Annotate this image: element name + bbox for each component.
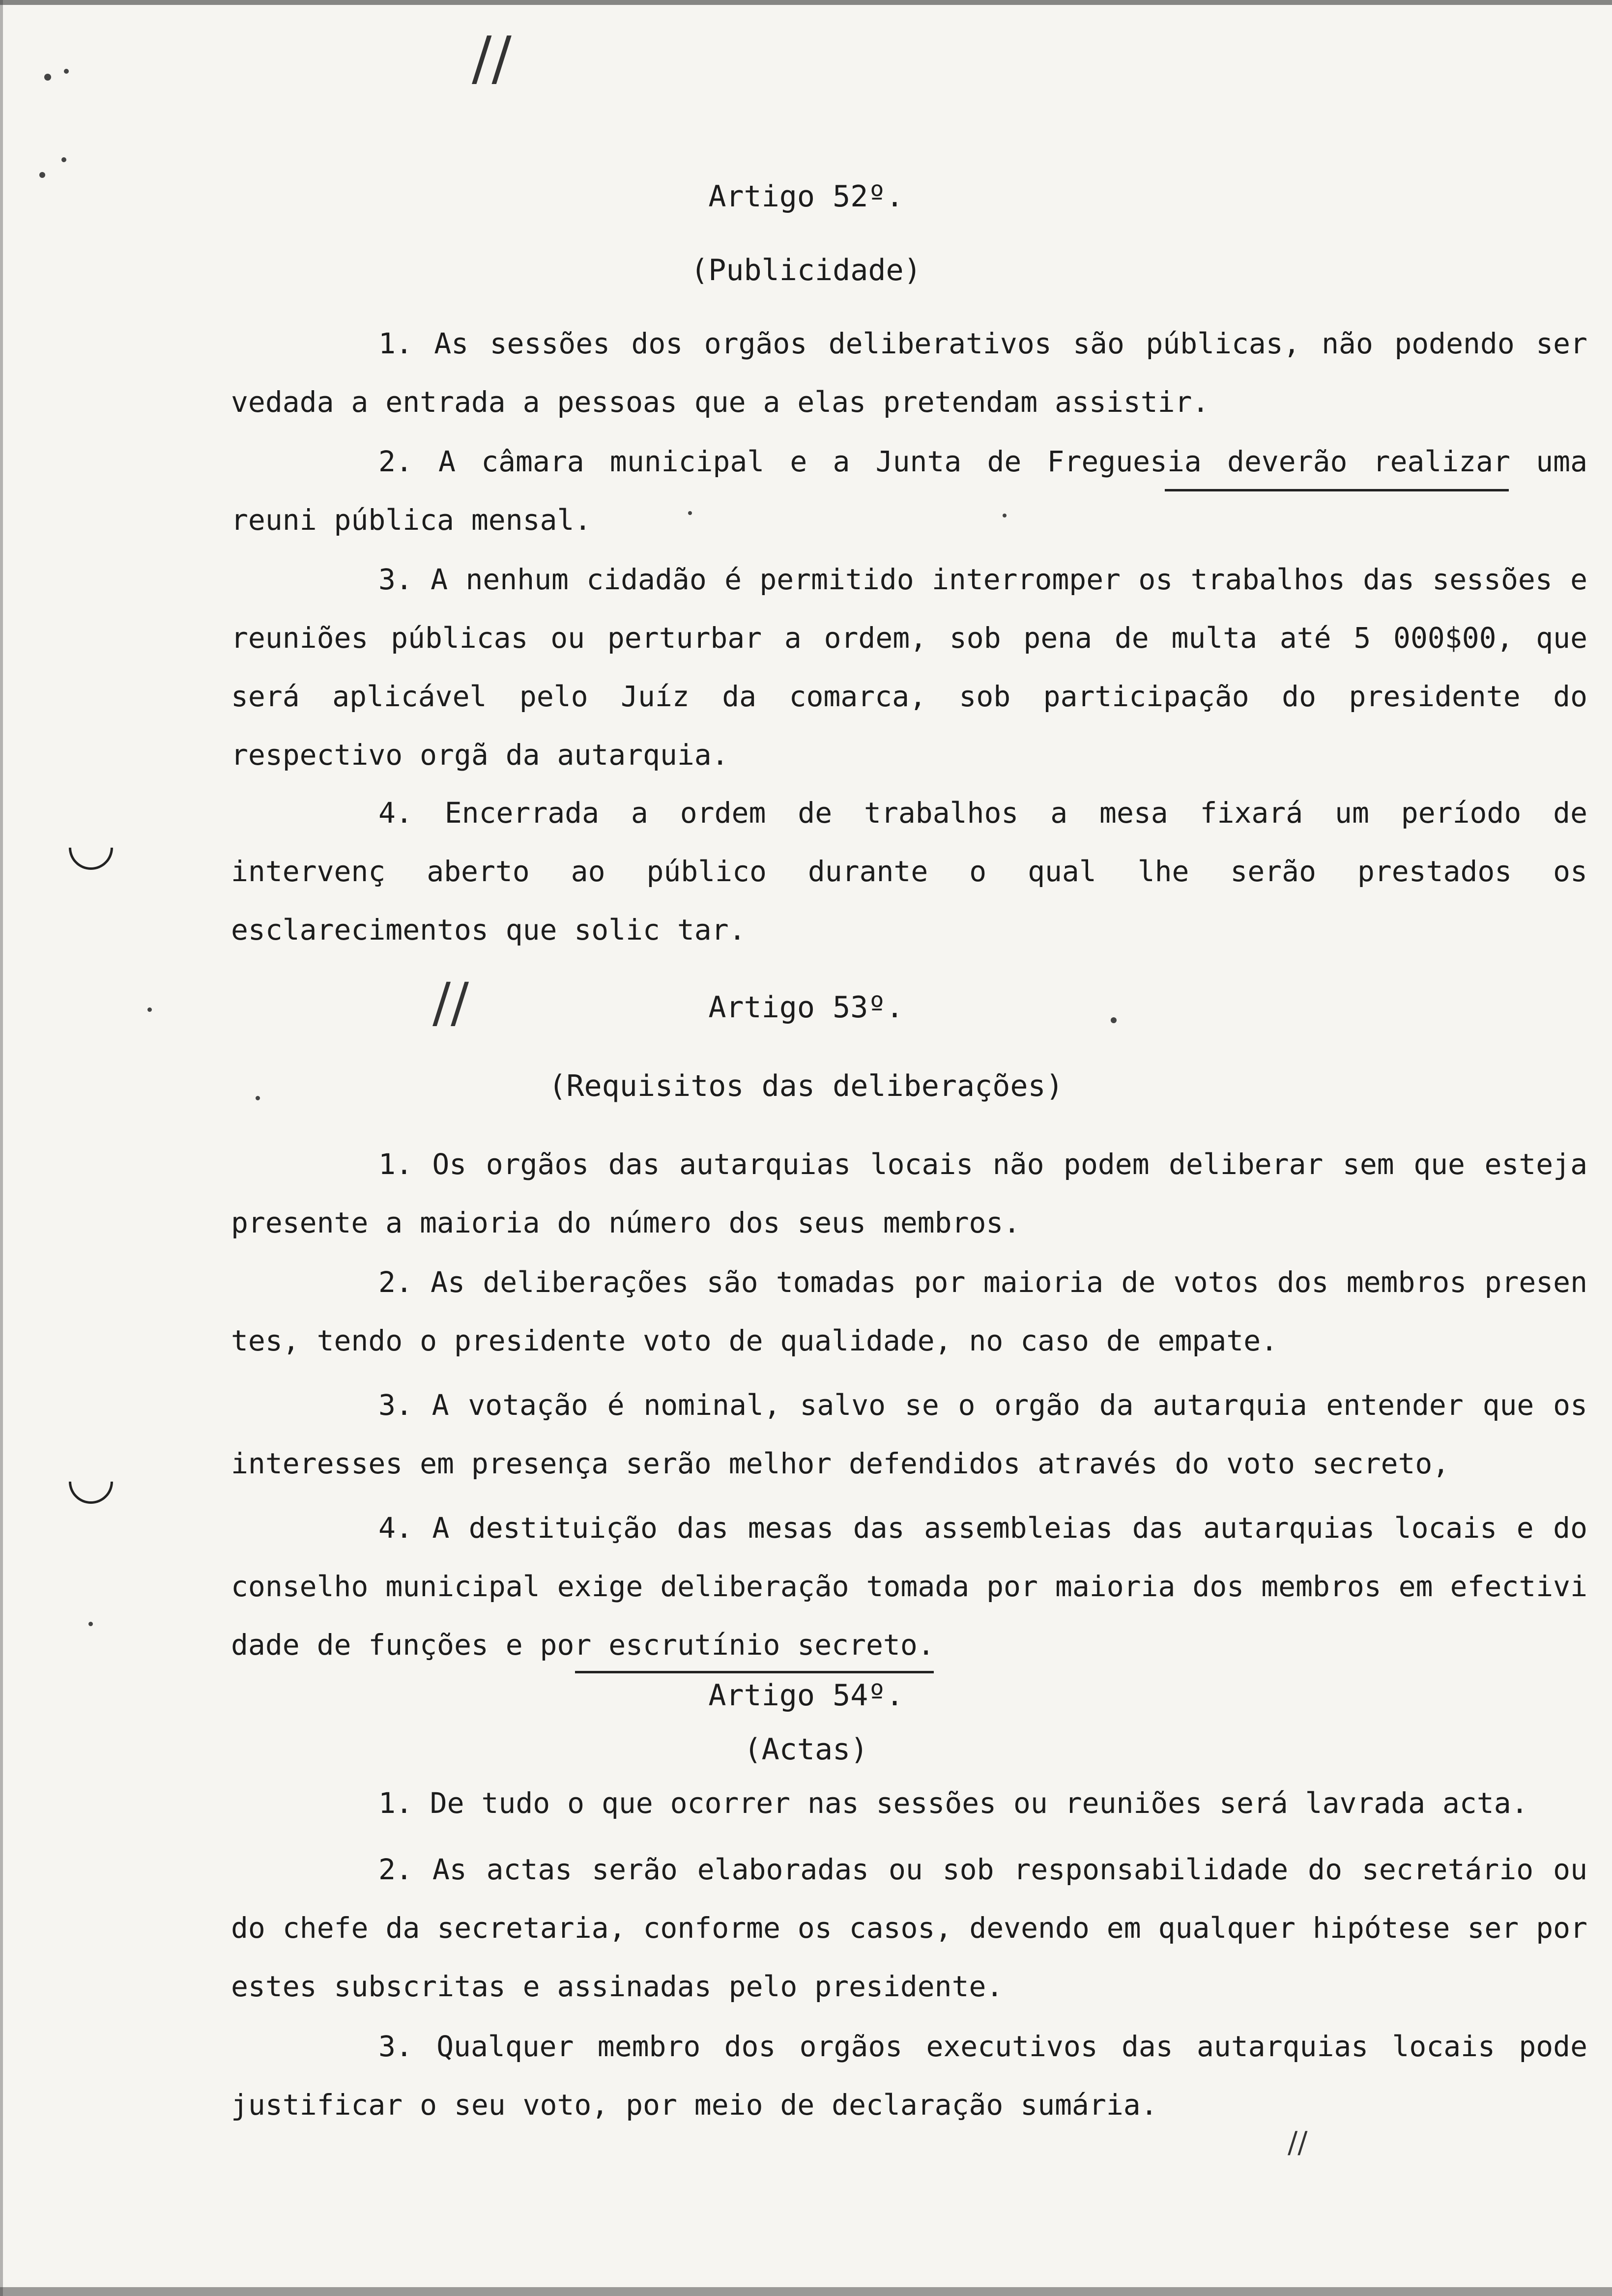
underline-mark xyxy=(575,1671,934,1673)
handwritten-slash-mark: // xyxy=(472,25,512,93)
article-paragraph: 2. As deliberações são tomadas por maioria de votos dos membros presen tes, tendo o presidente voto de qualidade, no caso de empate. xyxy=(231,1265,1587,1357)
scan-speck xyxy=(88,1622,93,1626)
article-paragraph: 1. De tudo o que ocorrer nas sessões ou reuniões será lavrada acta. xyxy=(378,1786,1528,1820)
article-subtitle: (Requisitos das deliberações) xyxy=(548,1069,1064,1103)
article-subtitle: (Actas) xyxy=(744,1732,868,1767)
article-heading: Artigo 53º. xyxy=(708,990,904,1025)
article-paragraph: 2. A câmara municipal e a Junta de Freguesia deverão realizar uma reuni pública mensal. xyxy=(231,445,1587,537)
scan-top-edge xyxy=(0,0,1612,5)
underline-mark xyxy=(1165,489,1509,491)
handwritten-slash-mark: // xyxy=(1288,2125,1308,2160)
article-paragraph: 3. A votação é nominal, salvo se o orgão da autarquia entender que os interesses em presença serão melhor defendidos através do voto secreto, xyxy=(231,1388,1587,1480)
scan-speck xyxy=(147,1007,152,1012)
article-heading: Artigo 54º. xyxy=(708,1678,904,1713)
article-paragraph: 3. A nenhum cidadão é permitido interromper os trabalhos das sessões e reuniões públicas ou perturbar a ordem, sob pena de multa até 5 000$00, que será aplicável pelo Juíz da comarca, sob participação do presidente do respectivo orgã da autarquia. xyxy=(231,563,1587,772)
handwritten-slash-mark: // xyxy=(432,971,469,1034)
article-paragraph: 1. As sessões dos orgãos deliberativos são públicas, não podendo ser vedada a entrada a pessoas que a elas pretendam assistir. xyxy=(231,327,1587,419)
article-paragraph: 1. Os orgãos das autarquias locais não podem deliberar sem que esteja presente a maioria do número dos seus membros. xyxy=(231,1148,1587,1239)
article-paragraph: 4. A destituição das mesas das assembleias das autarquias locais e do conselho municipal exige deliberação tomada por maioria dos membros em efectivi dade de funções e por escrutínio secreto. xyxy=(231,1511,1587,1662)
article-subtitle: (Publicidade) xyxy=(691,253,921,287)
punch-hole-mark xyxy=(59,1450,122,1513)
article-heading: Artigo 52º. xyxy=(708,179,904,214)
article-paragraph: 3. Qualquer membro dos orgãos executivos das autarquias locais pode justificar o seu voto, por meio de declaração sumária. xyxy=(231,2030,1587,2122)
punch-hole-mark xyxy=(59,816,122,879)
scan-left-edge xyxy=(0,0,3,2296)
scan-speck xyxy=(61,157,66,162)
scan-speck xyxy=(39,172,45,178)
article-paragraph: 2. As actas serão elaboradas ou sob responsabilidade do secretário ou do chefe da secretaria, conforme os casos, devendo em qualquer hipótese ser por estes subscritas e assinadas pelo presidente. xyxy=(231,1853,1587,2003)
article-paragraph: 4. Encerrada a ordem de trabalhos a mesa fixará um período de intervenç aberto ao público durante o qual lhe serão prestados os esclarecimentos que solic tar. xyxy=(231,796,1587,947)
scan-speck xyxy=(688,511,692,515)
scan-speck xyxy=(256,1096,260,1100)
scan-speck xyxy=(44,74,51,81)
scan-speck xyxy=(1003,514,1007,517)
scan-speck xyxy=(1111,1017,1117,1023)
scan-speck xyxy=(64,69,69,74)
scan-bottom-edge xyxy=(0,2287,1612,2296)
